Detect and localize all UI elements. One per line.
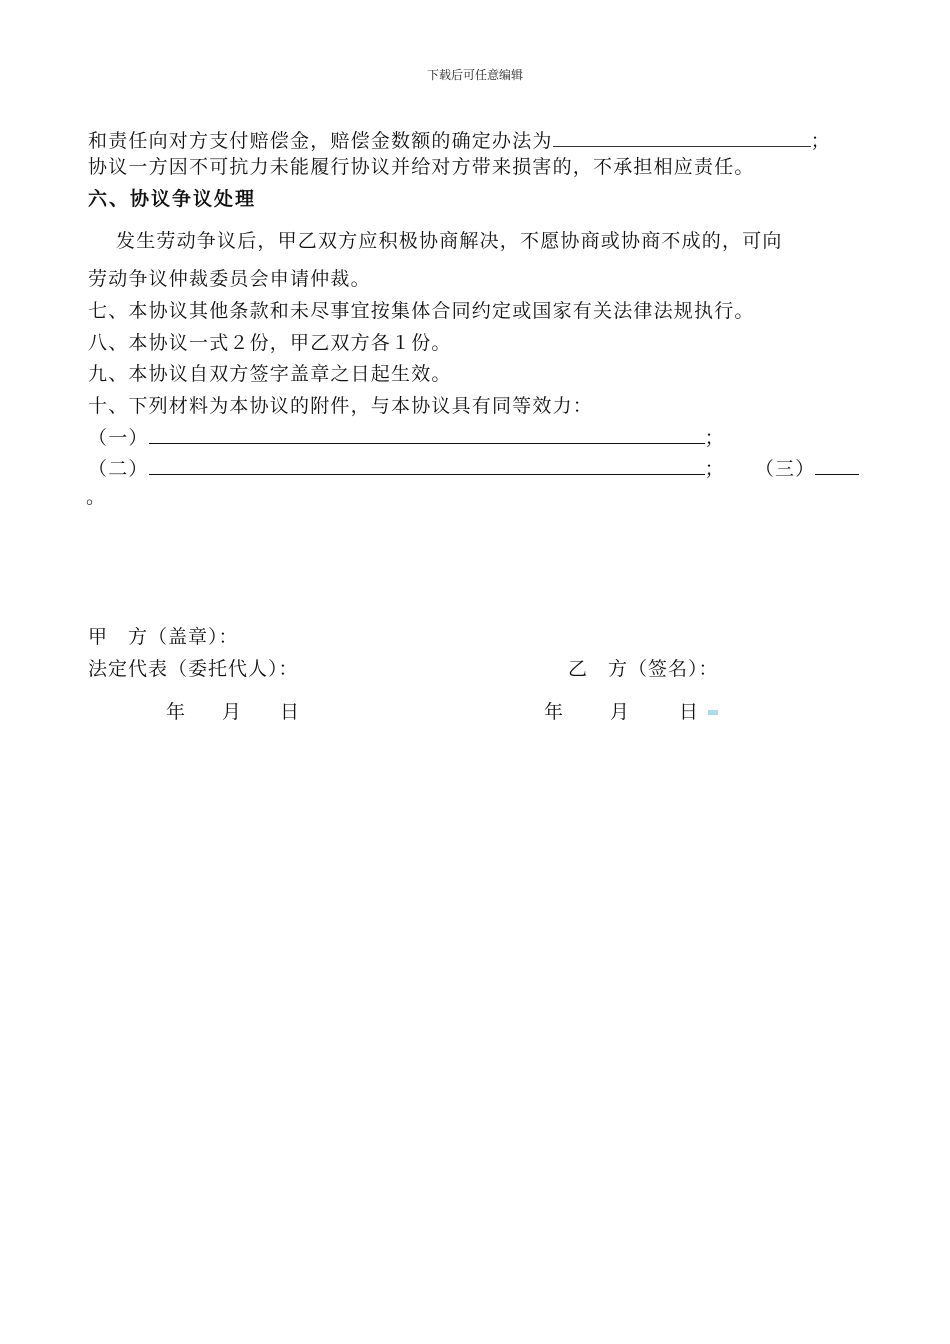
attachment-2-end: ； xyxy=(704,458,725,480)
continuation-line-1-text: 和责任向对方支付赔偿金，赔偿金数额的确定办法为 xyxy=(88,130,553,152)
party-b-signature-label: 乙 方（签名）： xyxy=(568,658,719,680)
party-a-date-month: 月 xyxy=(222,701,242,723)
section-6-paragraph-line-2: 劳动争议仲裁委员会申请仲裁。 xyxy=(88,268,371,290)
party-a-date-year: 年 xyxy=(166,701,186,723)
clause-7: 七、本协议其他条款和未尽事宜按集体合同约定或国家有关法律法规执行。 xyxy=(88,300,755,322)
continuation-line-1-end: ； xyxy=(810,130,831,152)
legal-representative-label: 法定代表（委托代人）： xyxy=(88,658,299,680)
party-b-date-year: 年 xyxy=(544,701,564,723)
continuation-line-1 xyxy=(88,126,831,153)
text-cursor-marker xyxy=(708,710,718,715)
clause-10: 十、下列材料为本协议的附件，与本协议具有同等效力： xyxy=(88,395,594,417)
clause-8: 八、本协议一式２份，甲乙双方各１份。 xyxy=(88,332,452,354)
clause-9: 九、本协议自双方签字盖章之日起生效。 xyxy=(88,363,452,385)
attachment-1-blank[interactable] xyxy=(149,425,705,444)
attachment-item-1 xyxy=(88,423,725,450)
attachment-2-label: （二） xyxy=(88,458,149,480)
party-a-date-day: 日 xyxy=(280,701,300,723)
header-note: 下载后可任意编辑 xyxy=(426,68,523,82)
attachment-1-label: （一） xyxy=(88,427,149,449)
attachment-2-blank[interactable] xyxy=(149,456,705,475)
attachment-3-label: （三） xyxy=(754,458,816,480)
party-b-date-day: 日 xyxy=(679,701,699,723)
section-6-title: 六、协议争议处理 xyxy=(88,188,257,210)
attachment-item-2 xyxy=(88,454,859,481)
attachment-3-end: 。 xyxy=(86,486,107,508)
party-b-date-month: 月 xyxy=(610,701,630,723)
attachment-3-blank[interactable] xyxy=(815,456,859,475)
section-6-paragraph-line-1: 发生劳动争议后，甲乙双方应积极协商解决，不愿协商或协商不成的，可向 xyxy=(116,230,783,252)
continuation-line-2: 协议一方因不可抗力未能履行协议并给对方带来损害的，不承担相应责任。 xyxy=(88,156,755,178)
compensation-method-blank[interactable] xyxy=(553,128,811,147)
attachment-1-end: ； xyxy=(704,427,725,449)
party-a-seal-label: 甲 方（盖章）： xyxy=(88,626,239,648)
